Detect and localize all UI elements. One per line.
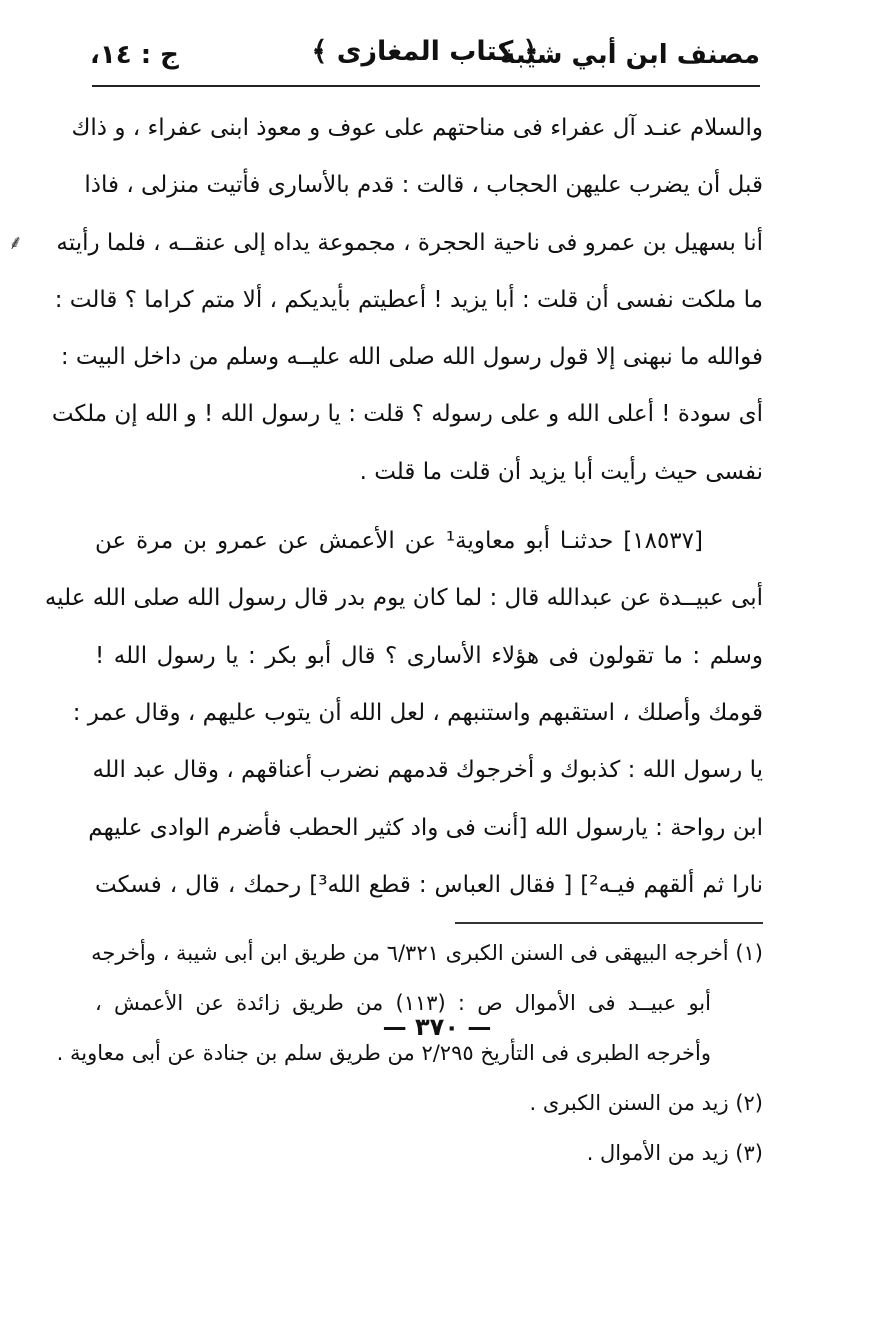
footnote-line: (٢) زيد من السنن الكبرى . (529, 1091, 763, 1115)
text-line: قبل أن يضرب عليهن الحجاب ، قالت : قدم بالأسارى فأتيت منزلى ، فاذا (84, 172, 763, 199)
footnote-line: وأخرجه الطبرى فى التأريخ ٢/٢٩٥ من طريق سلم بن جنادة عن أبى معاوية . (56, 1041, 711, 1065)
text-line: أى سودة ! أعلى الله و على رسوله ؟ قلت : يا رسول الله ! و الله إن ملكت (51, 401, 763, 428)
text-line: نفسى حيث رأيت أبا يزيد أن قلت ما قلت . (359, 458, 763, 485)
header-divider (92, 85, 760, 87)
text-line: فوالله ما نبهنى إلا قول رسول الله صلى الله عليــه وسلم من داخل البيت : (60, 344, 763, 371)
hadith-line: يا رسول الله : كذبوك و أخرجوك قدمهم نضرب أعناقهم ، وقال عبد الله (92, 757, 763, 784)
text-line: أنا بسهيل بن عمرو فى ناحية الحجرة ، مجموعة يداه إلى عنقــه ، فلما رأيته (56, 229, 763, 256)
paragraph-gap (95, 501, 763, 513)
footnote-line: (١) أخرجه البيهقى فى السنن الكبرى ٦/٣٢١ من طريق ابن أبى شيبة ، وأخرجه (91, 941, 763, 965)
margin-mark: ⸙ (8, 230, 23, 254)
hadith-line: أبى عبيــدة عن عبدالله قال : لما كان يوم بدر قال رسول الله صلى الله عليه (44, 585, 763, 612)
volume-number: ج : ١٤، (90, 40, 179, 70)
footnote-line: أبو عبيــد فى الأموال ص : (١١٣) من طريق زائدة عن الأعمش ، (95, 991, 711, 1015)
section-title: ﴿ كتاب المغازى ﴾ (311, 36, 539, 67)
book-title: مصنف ابن أبي شيبة (499, 40, 760, 70)
hadith-line: ابن رواحة : يارسول الله [أنت فى واد كثير الحطب فأضرم الوادى عليهم (88, 814, 763, 841)
page-number: — ٣٧٠ — (382, 1013, 492, 1041)
text-line: والسلام عنـد آل عفراء فى مناحتهم على عوف و معوذ ابنى عفراء ، و ذاك (71, 115, 763, 141)
footnotes (56, 928, 763, 1178)
main-text (44, 100, 763, 914)
running-header (90, 30, 760, 80)
footnote-line: (٣) زيد من الأموال . (586, 1141, 763, 1165)
hadith-line: وسلم : ما تقولون فى هؤلاء الأسارى ؟ قال أبو بكر : يا رسول الله ! (95, 642, 763, 669)
hadith-line: قومك وأصلك ، استقبهم واستنبهم ، لعل الله أن يتوب عليهم ، وقال عمر : (72, 699, 763, 726)
footnote-divider (455, 922, 763, 924)
hadith-line: [١٨٥٣٧] حدثنـا أبو معاوية¹ عن الأعمش عن عمرو بن مرة عن (95, 528, 703, 555)
hadith-line: نارا ثم ألقهم فيـه²] [ فقال العباس : قطع الله³] رحمك ، قال ، فسكت (95, 871, 763, 898)
text-line: ما ملكت نفسى أن قلت : أبا يزيد ! أعطيتم بأيديكم ، ألا متم كراما ؟ قالت : (54, 286, 763, 313)
